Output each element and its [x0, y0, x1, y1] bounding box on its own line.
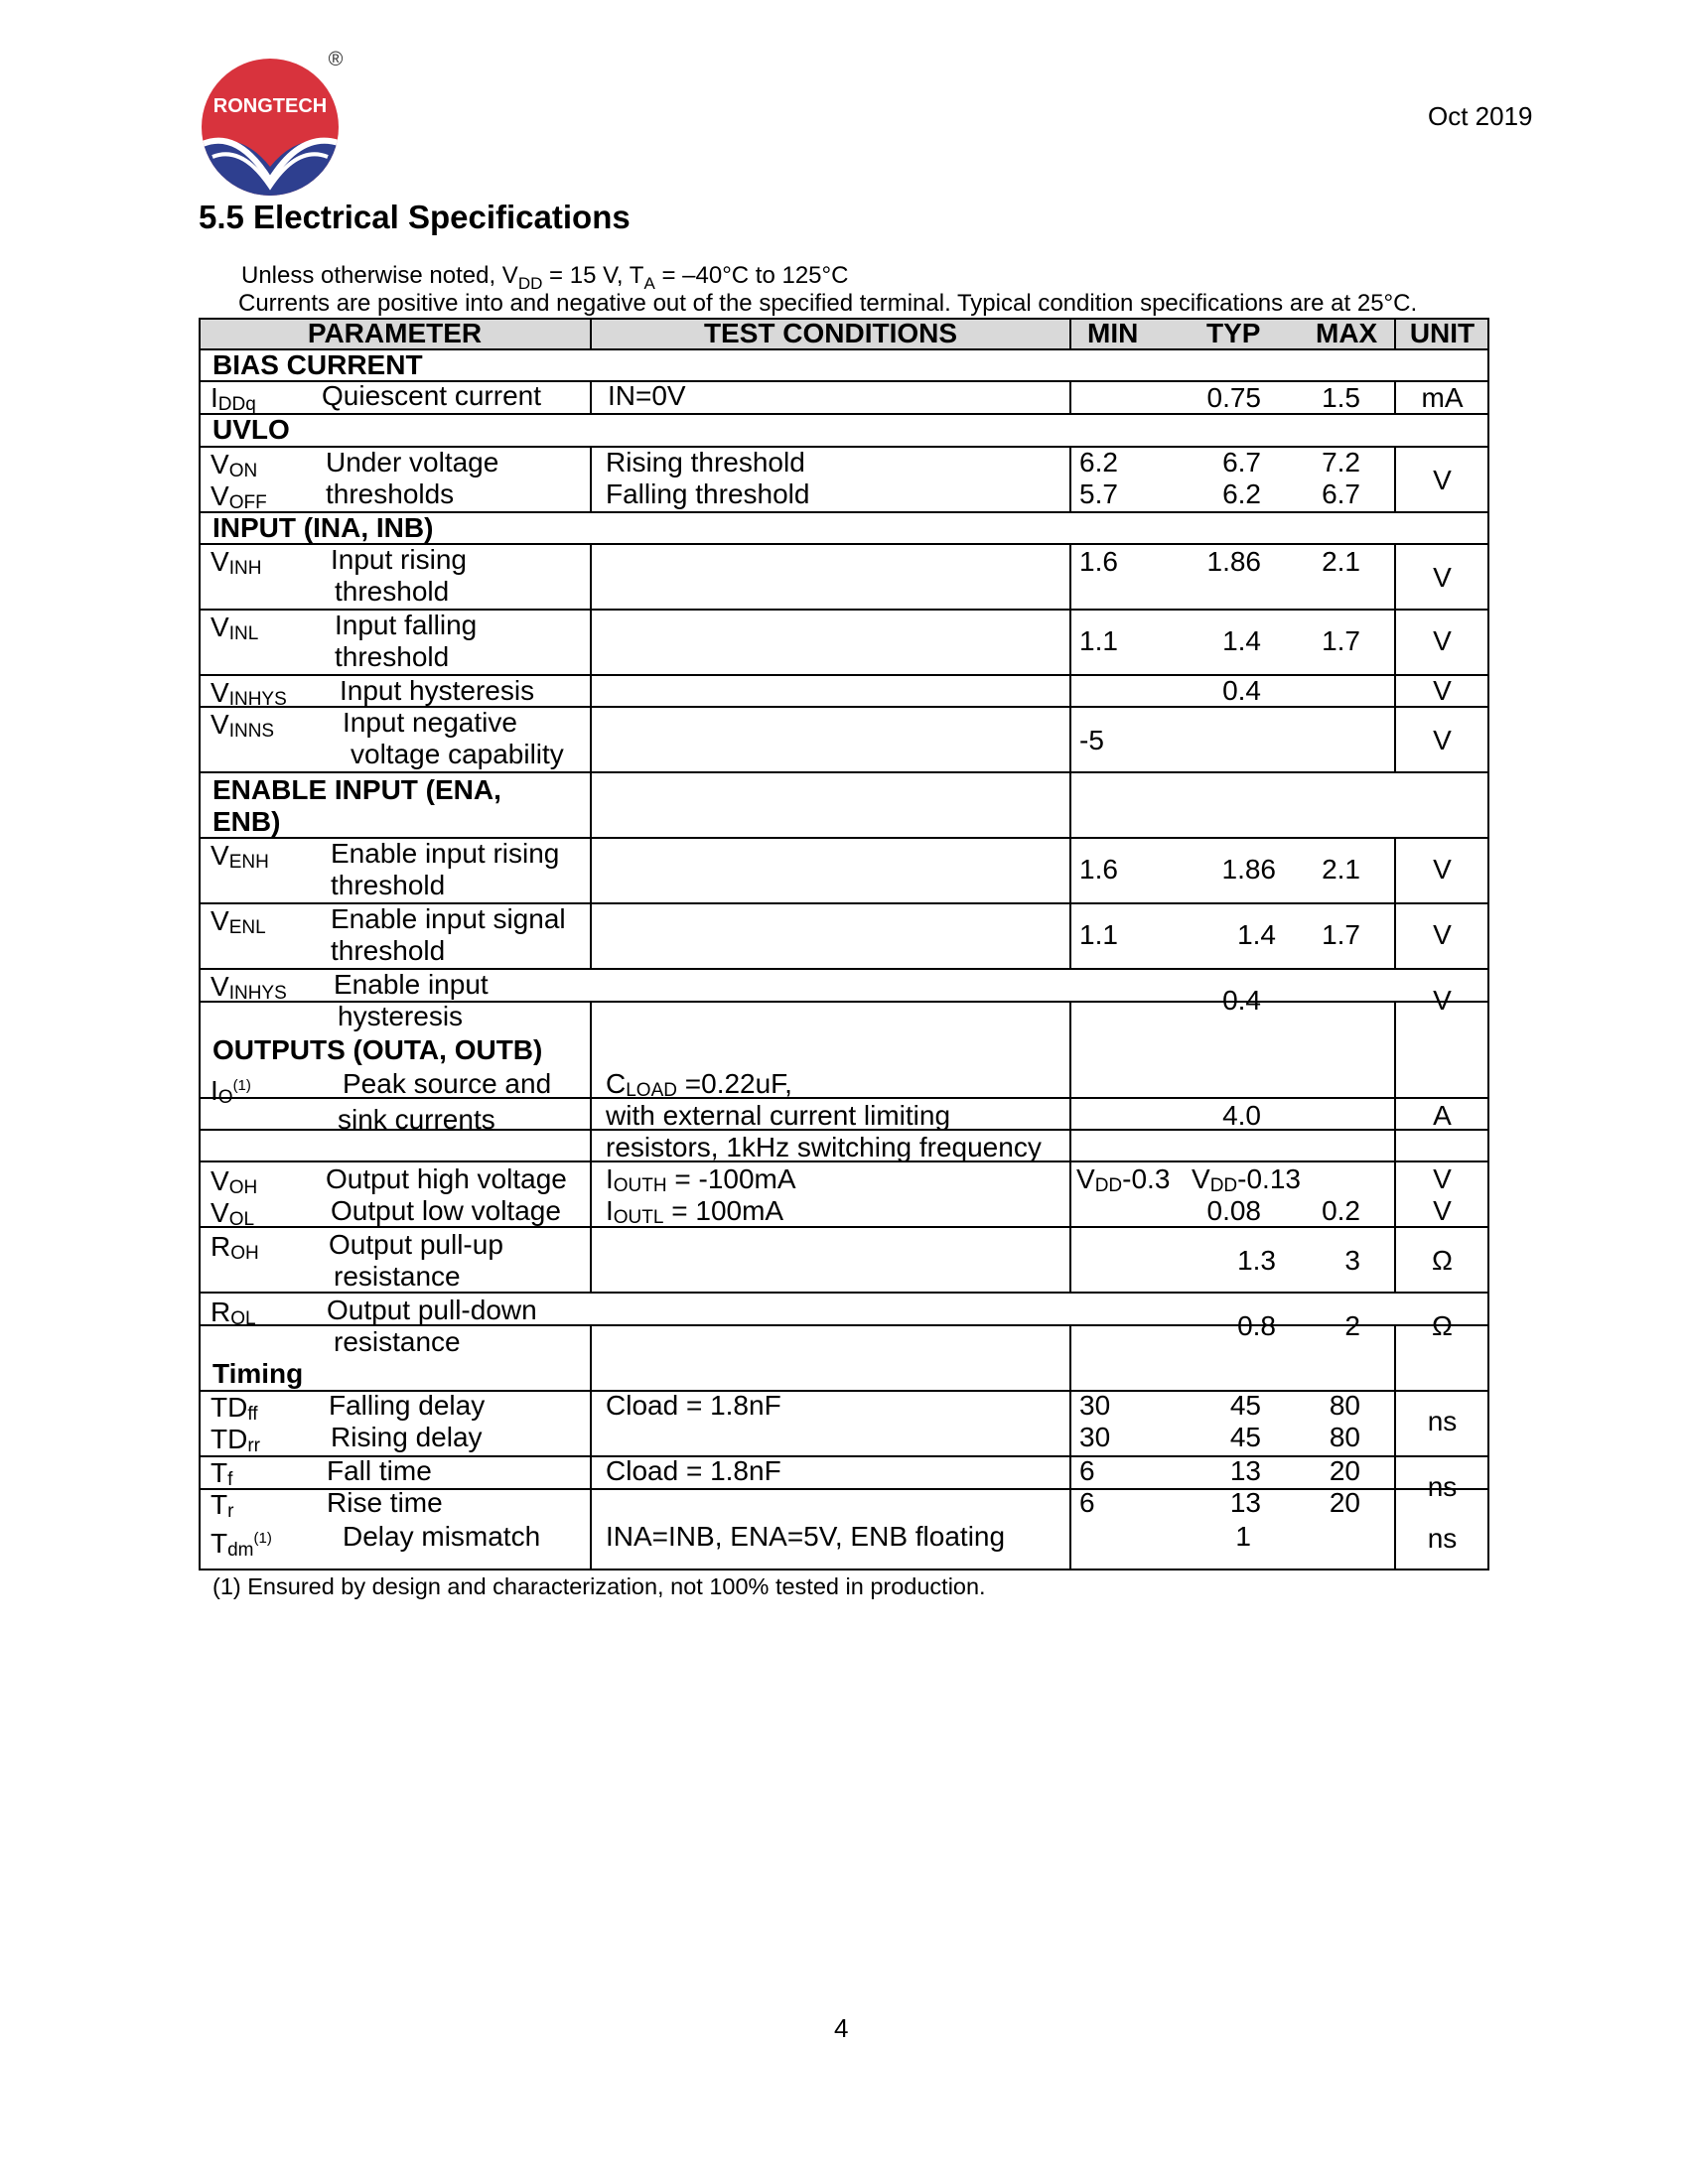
min-vinl: 1.1: [1079, 625, 1118, 656]
typ-vinhys: 0.4: [1222, 675, 1261, 706]
typ-tf: 13: [1229, 1455, 1261, 1486]
test-tft: Cload = 1.8nF: [606, 1455, 781, 1486]
symbol-vinl: $V_{INL}$: [211, 612, 259, 644]
param-vinns-line2: voltage capability: [351, 739, 564, 769]
max-tdff: 80: [1329, 1390, 1360, 1421]
section-timing: Timing: [212, 1358, 304, 1389]
param-vinh-line1: Input rising: [331, 544, 467, 575]
max-von: 7.2: [1322, 447, 1360, 478]
max-vinh: 2.1: [1322, 546, 1360, 577]
test-td: Cload = 1.8nF: [606, 1390, 781, 1421]
section-title: 5.5 Electrical Specifications: [199, 199, 631, 235]
test-rising-threshold: Rising threshold: [606, 447, 805, 478]
test-voh: $I_{OUTH} = -100mA$: [606, 1163, 796, 1196]
max-tdrr: 80: [1329, 1422, 1360, 1452]
typ-venh: 1.86: [1221, 854, 1276, 885]
symbol-venhys: $V_{INHYS}$: [211, 971, 287, 1004]
unit-uvlo: V: [1433, 465, 1452, 495]
unit-voh: V: [1433, 1163, 1452, 1194]
unit-vinh: V: [1433, 562, 1452, 593]
page-number: 4: [834, 2013, 849, 2043]
unit-io: A: [1433, 1100, 1452, 1131]
param-venhys-line1: Enable input: [334, 969, 489, 1000]
test-io-line2: with external current limiting: [606, 1100, 951, 1131]
test-io-line1: $C_{LOAD} =0.22uF$,: [606, 1068, 792, 1101]
param-rol-line2: resistance: [334, 1326, 461, 1357]
min-tf: 6: [1079, 1455, 1095, 1486]
param-output-high-voltage: Output high voltage: [326, 1163, 567, 1194]
symbol-vinh: $V_{INH}$: [211, 546, 262, 579]
electrical-specs-table: [199, 318, 1489, 1570]
typ-vinh: 1.86: [1206, 546, 1261, 577]
section-enable-line2: ENB): [212, 806, 281, 837]
param-rise-time: Rise time: [327, 1487, 443, 1518]
unit-venhys: V: [1433, 985, 1452, 1016]
param-vinl-line1: Input falling: [335, 610, 478, 640]
test-tdm: INA=INB, ENA=5V, ENB floating: [606, 1521, 1006, 1552]
registered-mark: ®: [328, 50, 344, 70]
symbol-vinhys: $V_{INHYS}$: [211, 677, 287, 710]
document-date: Oct 2019: [1428, 101, 1533, 131]
min-voff: 5.7: [1079, 478, 1118, 509]
min-tr: 6: [1079, 1487, 1095, 1518]
symbol-voh: $V_{OH}$: [211, 1165, 258, 1198]
param-roh-line2: resistance: [334, 1261, 461, 1292]
max-venh: 2.1: [1322, 854, 1360, 885]
unit-tft: ns: [1427, 1471, 1458, 1502]
param-rising-delay: Rising delay: [331, 1422, 483, 1452]
max-venl: 1.7: [1322, 919, 1360, 950]
typ-vol: 0.08: [1206, 1195, 1261, 1226]
symbol-iddq: $I_{DDq}$: [211, 382, 256, 415]
conditions-line-1: Unless otherwise noted, $V_{DD} = 15$ V, $T_A = -40^\circ C$ to 125°C: [241, 262, 849, 293]
max-tr: 20: [1329, 1487, 1360, 1518]
typ-venhys: 0.4: [1222, 985, 1261, 1016]
param-output-low-voltage: Output low voltage: [331, 1195, 561, 1226]
header-parameter: PARAMETER: [307, 318, 483, 348]
symbol-io: $I_O^{(1)}$: [211, 1075, 251, 1108]
footnote: (1) Ensured by design and characterization, not 100% tested in production.: [212, 1573, 986, 1599]
max-vol: 0.2: [1322, 1195, 1360, 1226]
typ-tr: 13: [1229, 1487, 1261, 1518]
typ-io: 4.0: [1222, 1100, 1261, 1131]
header-unit: UNIT: [1409, 318, 1476, 348]
section-outputs: OUTPUTS (OUTA, OUTB): [212, 1034, 543, 1065]
symbol-rol: $R_{OL}$: [211, 1297, 256, 1329]
param-uvlo-line2: thresholds: [326, 478, 455, 509]
test-iddq: IN=0V: [608, 380, 686, 411]
typ-tdrr: 45: [1229, 1422, 1261, 1452]
symbol-vinns: $V_{INNS}$: [211, 709, 275, 742]
unit-venh: V: [1433, 854, 1452, 885]
section-bias-current: BIAS CURRENT: [212, 349, 423, 380]
typ-tdm: 1: [1235, 1521, 1251, 1552]
param-uvlo-line1: Under voltage: [326, 447, 499, 478]
max-iddq: 1.5: [1322, 382, 1360, 413]
symbol-venl: $V_{ENL}$: [211, 905, 266, 938]
unit-tdm: ns: [1427, 1523, 1458, 1554]
typ-von: 6.7: [1222, 447, 1261, 478]
logo-brand-text: RONGTECH: [212, 95, 328, 117]
param-venhys-line2: hysteresis: [338, 1001, 464, 1031]
param-io-line2: sink currents: [338, 1104, 495, 1135]
param-falling-delay: Falling delay: [329, 1390, 486, 1421]
param-venh-line1: Enable input rising: [331, 838, 560, 869]
unit-vol: V: [1433, 1195, 1452, 1226]
section-input: INPUT (INA, INB): [212, 512, 434, 543]
unit-venl: V: [1433, 919, 1452, 950]
typ-tdff: 45: [1229, 1390, 1261, 1421]
min-tdff: 30: [1079, 1390, 1111, 1421]
unit-vinns: V: [1433, 725, 1452, 755]
param-vinns-line1: Input negative: [343, 707, 517, 738]
test-falling-threshold: Falling threshold: [606, 478, 810, 509]
test-vol: $I_{OUTL} = 100mA$: [606, 1195, 784, 1228]
symbol-tr: $T_r$: [211, 1489, 234, 1522]
max-roh: 3: [1344, 1245, 1360, 1276]
section-enable-line1: ENABLE INPUT (ENA,: [212, 774, 501, 805]
typ-roh: 1.3: [1237, 1245, 1276, 1276]
symbol-roh: $R_{OH}$: [211, 1231, 259, 1264]
symbol-von: $V_{ON}$: [211, 449, 258, 481]
unit-vinl: V: [1433, 625, 1452, 656]
param-input-hysteresis: Input hysteresis: [340, 675, 535, 706]
param-venh-line2: threshold: [331, 870, 446, 900]
typ-rol: 0.8: [1237, 1310, 1276, 1341]
header-min: MIN: [1087, 318, 1139, 348]
unit-td: ns: [1427, 1406, 1458, 1436]
param-rol-line1: Output pull-down: [327, 1295, 537, 1325]
typ-voh: $V_{DD}-0.13$: [1192, 1163, 1301, 1196]
unit-rol: Ω: [1432, 1310, 1453, 1341]
symbol-tdm: $T_{dm}^{(1)}$: [211, 1528, 272, 1561]
symbol-voff: $V_{OFF}$: [211, 480, 267, 513]
param-delay-mismatch: Delay mismatch: [343, 1521, 541, 1552]
unit-vinhys: V: [1433, 675, 1452, 706]
max-rol: 2: [1344, 1310, 1360, 1341]
min-tdrr: 30: [1079, 1422, 1111, 1452]
param-venl-line2: threshold: [331, 935, 446, 966]
typ-voff: 6.2: [1222, 478, 1261, 509]
max-voff: 6.7: [1322, 478, 1360, 509]
max-vinl: 1.7: [1322, 625, 1360, 656]
typ-iddq: 0.75: [1206, 382, 1261, 413]
typ-vinl: 1.4: [1222, 625, 1261, 656]
section-uvlo: UVLO: [212, 414, 290, 445]
symbol-venh: $V_{ENH}$: [211, 840, 269, 873]
test-io-line3: resistors, 1kHz switching frequency: [606, 1132, 1042, 1162]
param-venl-line1: Enable input signal: [331, 903, 566, 934]
min-venl: 1.1: [1079, 919, 1118, 950]
min-voh: $V_{DD}-0.3$: [1076, 1163, 1171, 1196]
max-tf: 20: [1329, 1455, 1360, 1486]
param-roh-line1: Output pull-up: [329, 1229, 503, 1260]
min-vinh: 1.6: [1079, 546, 1118, 577]
typ-venl: 1.4: [1237, 919, 1276, 950]
symbol-tdrr: $TD_{rr}$: [211, 1424, 260, 1456]
symbol-tdff: $TD_{ff}$: [211, 1392, 258, 1425]
unit-roh: Ω: [1432, 1245, 1453, 1276]
rongtech-logo: [199, 50, 348, 199]
param-io-line1: Peak source and: [343, 1068, 552, 1099]
header-max: MAX: [1316, 318, 1378, 348]
param-vinh-line2: threshold: [335, 576, 450, 607]
unit-iddq: mA: [1421, 382, 1464, 413]
min-vinns: -5: [1079, 725, 1104, 755]
param-vinl-line2: threshold: [335, 641, 450, 672]
param-fall-time: Fall time: [327, 1455, 432, 1486]
header-test-conditions: TEST CONDITIONS: [703, 318, 958, 348]
conditions-line-2: Currents are positive into and negative out of the specified terminal. Typical condition specifications are at 25°C.: [238, 290, 1418, 317]
min-venh: 1.6: [1079, 854, 1118, 885]
min-von: 6.2: [1079, 447, 1118, 478]
symbol-vol: $V_{OL}$: [211, 1197, 255, 1230]
param-quiescent-current: Quiescent current: [322, 380, 541, 411]
header-typ: TYP: [1206, 318, 1261, 348]
symbol-tf: $T_f$: [211, 1457, 233, 1490]
